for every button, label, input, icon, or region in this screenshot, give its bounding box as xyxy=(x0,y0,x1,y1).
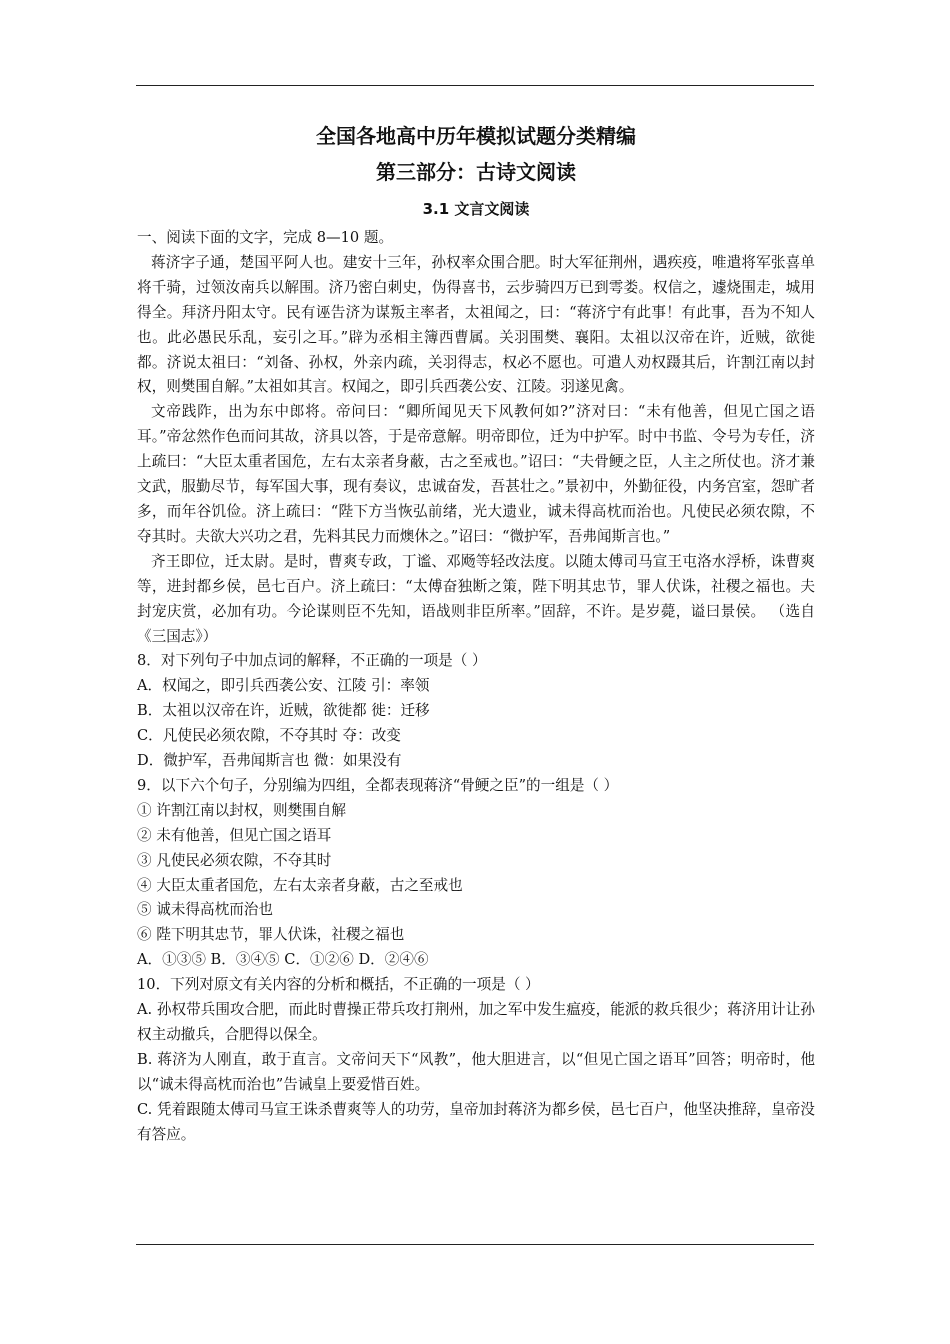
question-9-item-3: ③ 凡使民必须农隙，不夺其时 xyxy=(137,851,332,869)
question-9-item-2: ② 未有他善，但见亡国之语耳 xyxy=(137,826,332,844)
section-title: 3.1 文言文阅读 xyxy=(422,200,530,218)
document-body xyxy=(137,118,815,1148)
part-title: 第三部分：古诗文阅读 xyxy=(376,160,576,184)
header-rule xyxy=(136,85,814,86)
question-8-option-c: C．凡使民必须农隙，不夺其时 夺：改变 xyxy=(137,727,401,745)
question-9-item-6: ⑥ 陛下明其忠节，罪人伏诛，社稷之福也 xyxy=(137,926,405,944)
passage-paragraph-1: 蒋济字子通，楚国平阿人也。建安十三年，孙权率众围合肥。时大军征荆州，遇疾疫，唯遣将军张喜单将千骑，过领汝南兵以解围。济乃密白刺史，伪得喜书，云步骑四万已到雩娄。权信之，遽烧围走，城用得全。拜济丹阳太守。民有诬告济为谋叛主率者，太祖闻之，曰：“蒋济宁有此事！有此事，吾为不知人也。此必愚民乐乱，妄引之耳。”辟为丞相主簿西曹属。关羽围樊、襄阳。太祖以汉帝在许，近贼，欲徙都。济说太祖曰：“刘备、孙权，外亲内疏，关羽得志，权必不愿也。可遣人劝权蹑其后，许割江南以封权，则樊围自解。”太祖如其言。权闻之，即引兵西袭公安、江陵。羽遂见禽。 xyxy=(137,253,815,396)
question-9-choices: A．①③⑤ B．③④⑤ C．①②⑥ D．②④⑥ xyxy=(137,951,429,969)
document-title: 全国各地高中历年模拟试题分类精编 xyxy=(316,124,636,148)
passage-paragraph-3: 齐王即位，迁太尉。是时，曹爽专政，丁谧、邓飏等轻改法度。以随太傅司马宣王屯洛水浮桥，诛曹爽等，进封都乡侯，邑七百户。济上疏曰：“太傅奋独断之策，陛下明其忠节，罪人伏诛，社稷之福也。夫封宠庆赏，必加有功。今论谋则臣不先知，语战则非臣所率。”固辞，不许。是岁薨，谥曰景侯。 （选自《三国志》） xyxy=(137,552,815,645)
question-10-stem: 10．下列对原文有关内容的分析和概括，不正确的一项是（ ） xyxy=(137,976,540,994)
passage-paragraph-2: 文帝践阼，出为东中郎将。帝问曰：“卿所闻见天下风教何如?”济对曰：“未有他善，但见亡国之语耳。”帝忿然作色而问其故，济具以答，于是帝意解。明帝即位，迁为中护军。时中书监、令号为专任，济上疏曰：“大臣太重者国危，左右太亲者身蔽，古之至戒也。”诏曰：“夫骨鲠之臣，人主之所仗也。济才兼文武，服勤尽节，每军国大事，现有奏议，忠诚奋发，吾甚壮之。”景初中，外勤征役，内务宫室，怨旷者多，而年谷饥俭。济上疏曰：“陛下方当恢弘前绪，光大遗业，诚未得高枕而治也。凡使民必须农隙，不夺其时。夫欲大兴功之君，先料其民力而燠休之。”诏曰：“微护军，吾弗闻斯言也。” xyxy=(137,403,815,545)
question-8-option-b: B．太祖以汉帝在许，近贼，欲徙都 徙：迁移 xyxy=(137,702,430,720)
question-10-option-a: A. 孙权带兵围攻合肥，而此时曹操正带兵攻打荆州，加之军中发生瘟疫，能派的救兵很少；蒋济用计让孙权主动撤兵，合肥得以保全。 xyxy=(137,1001,815,1043)
question-9-item-5: ⑤ 诚未得高枕而治也 xyxy=(137,901,273,919)
question-10-option-b: B. 蒋济为人刚直，敢于直言。文帝问天下“风教”，他大胆进言，以“但见亡国之语耳”回答；明帝时，他以“诚未得高枕而治也”告诫皇上要爱惜百姓。 xyxy=(137,1050,815,1093)
footer-rule xyxy=(136,1244,814,1245)
question-9-item-4: ④ 大臣太重者国危，左右太亲者身蔽，古之至戒也 xyxy=(137,876,463,894)
reading-instruction: 一、阅读下面的文字，完成 8—10 题。 xyxy=(137,229,394,246)
question-8-option-a: A．权闻之，即引兵西袭公安、江陵 引：率领 xyxy=(137,677,430,695)
question-8-option-d: D．微护军，吾弗闻斯言也 微：如果没有 xyxy=(137,752,402,770)
question-10-option-c: C. 凭着跟随太傅司马宣王诛杀曹爽等人的功劳，皇帝加封蒋济为都乡侯，邑七百户，他坚决推辞，皇帝没有答应。 xyxy=(137,1100,815,1143)
question-8-stem: 8．对下列句子中加点词的解释，不正确的一项是（ ） xyxy=(137,652,487,670)
question-9-stem: 9．以下六个句子，分别编为四组，全都表现蒋济“骨鲠之臣”的一组是（ ） xyxy=(137,776,619,794)
question-9-item-1: ① 许割江南以封权，则樊围自解 xyxy=(137,801,346,819)
